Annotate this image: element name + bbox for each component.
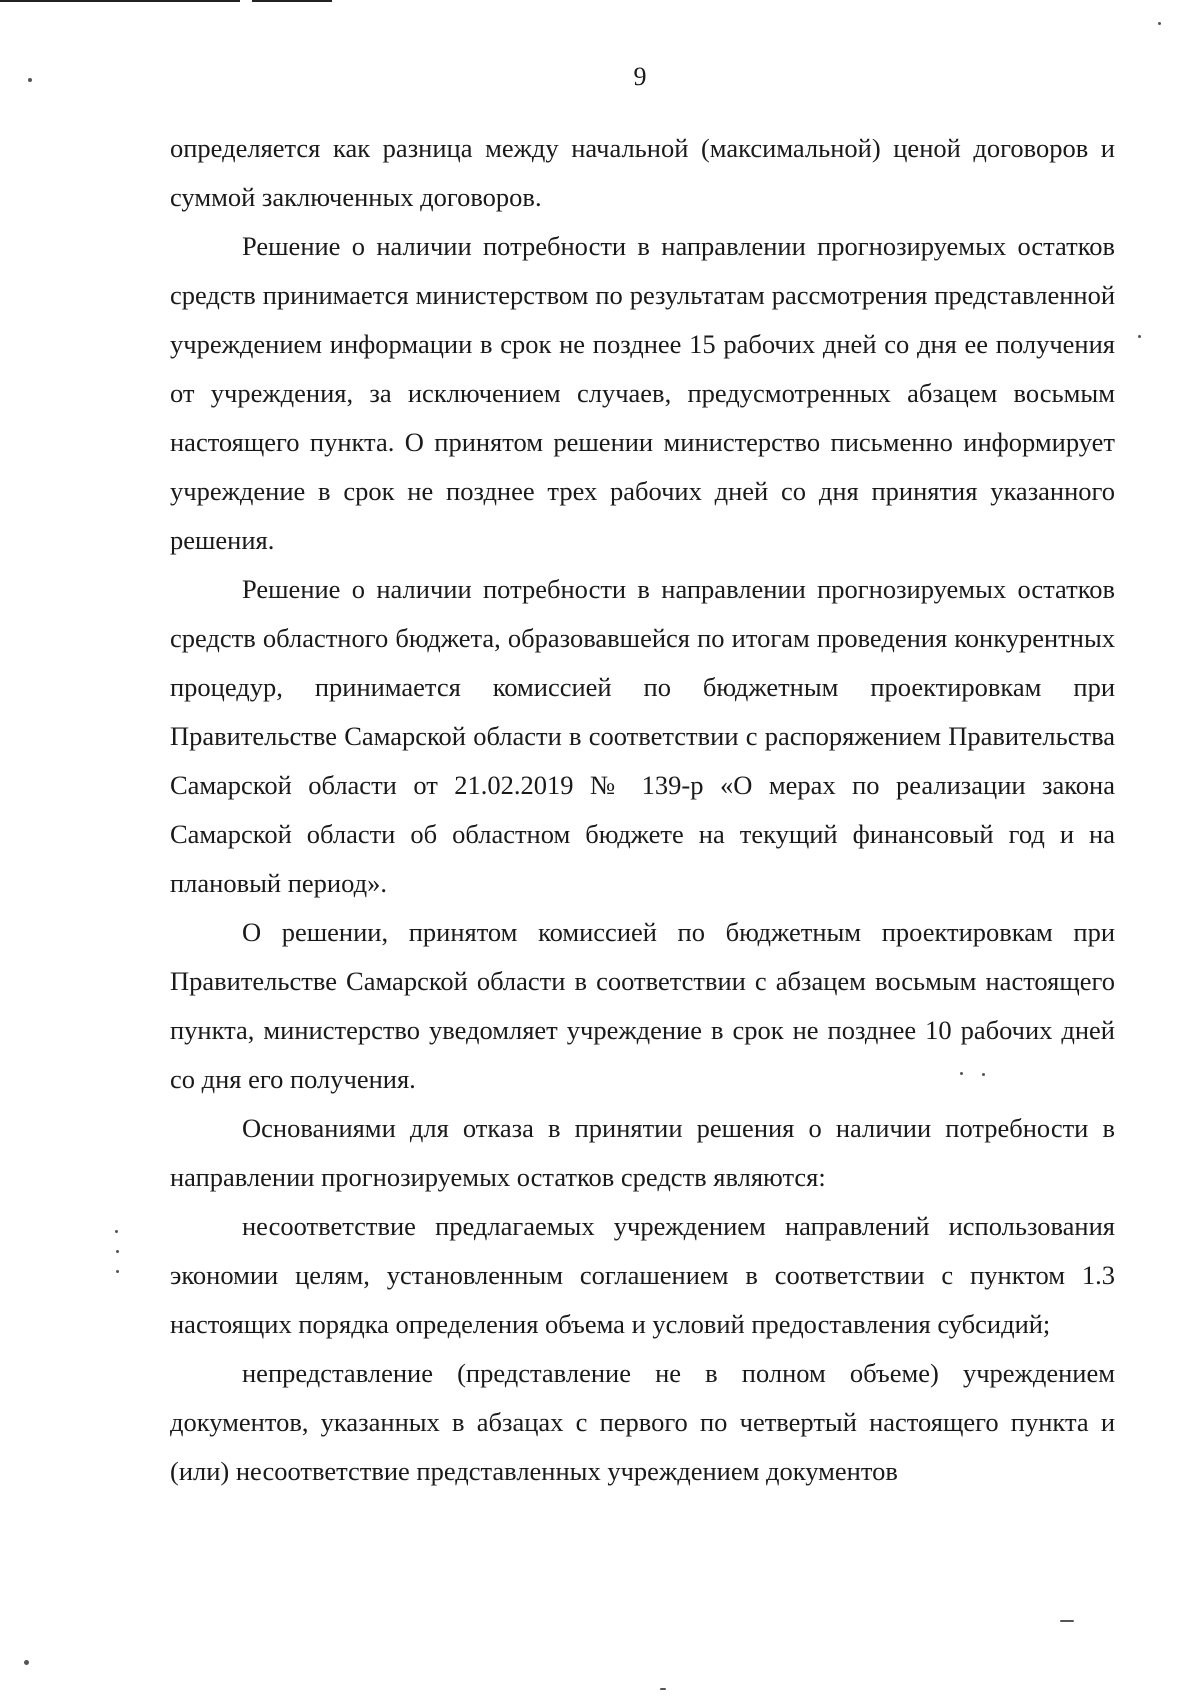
document-body <box>170 124 1115 1496</box>
paragraph: определяется как разница между начальной (максимальной) ценой договоров и суммой заключенных договоров. <box>170 133 1115 212</box>
scan-speck <box>982 1073 985 1076</box>
scan-speck <box>1060 1620 1074 1622</box>
scan-speck <box>116 1270 119 1273</box>
scan-speck <box>960 1072 963 1075</box>
scan-edge-line <box>252 0 332 2</box>
scan-speck <box>28 78 32 82</box>
paragraph: непредставление (представление не в полном объеме) учреждением документов, указанных в абзацах с первого по четвертый настоящего пункта и (или) несоответствие представленных учреждением документов <box>170 1358 1115 1486</box>
scan-speck <box>1158 22 1161 25</box>
scan-speck <box>1138 335 1141 338</box>
paragraph: Решение о наличии потребности в направлении прогнозируемых остатков средств принимается министерством по результатам рассмотрения представленной учреждением информации в срок не позднее 15 рабочих дней со дня ее получения от учреждения, за исключением случаев, предусмотренных абзацем восьмым настоящего пункта. О принятом решении министерство письменно информирует учреждение в срок не позднее трех рабочих дней со дня принятия указанного решения. <box>170 231 1115 555</box>
paragraph: несоответствие предлагаемых учреждением направлений использования экономии целям, установленным соглашением в соответствии с пунктом 1.3 настоящих порядка определения объема и условий предоставления субсидий; <box>170 1211 1115 1339</box>
scan-speck <box>24 1660 29 1665</box>
paragraph: О решении, принятом комиссией по бюджетным проектировкам при Правительстве Самарской области в соответствии с абзацем восьмым настоящего пункта, министерство уведомляет учреждение в срок не позднее 10 рабочих дней со дня его получения. <box>170 917 1115 1094</box>
paragraph: Основаниями для отказа в принятии решения о наличии потребности в направлении прогнозируемых остатков средств являются: <box>170 1113 1115 1192</box>
paragraph: Решение о наличии потребности в направлении прогнозируемых остатков средств областного бюджета, образовавшейся по итогам проведения конкурентных процедур, принимается комиссией по бюджетным проектировкам при Правительстве Самарской области в соответствии с распоряжением Правительства Самарской области от 21.02.2019 № 139-р «О мерах по реализации закона Самарской области об областном бюджете на текущий финансовый год и на плановый период». <box>170 574 1115 898</box>
scan-edge-line <box>0 0 240 2</box>
scan-speck <box>116 1250 119 1253</box>
scan-speck <box>115 1230 118 1233</box>
page-number: 9 <box>633 62 647 91</box>
scan-speck <box>660 1688 666 1690</box>
